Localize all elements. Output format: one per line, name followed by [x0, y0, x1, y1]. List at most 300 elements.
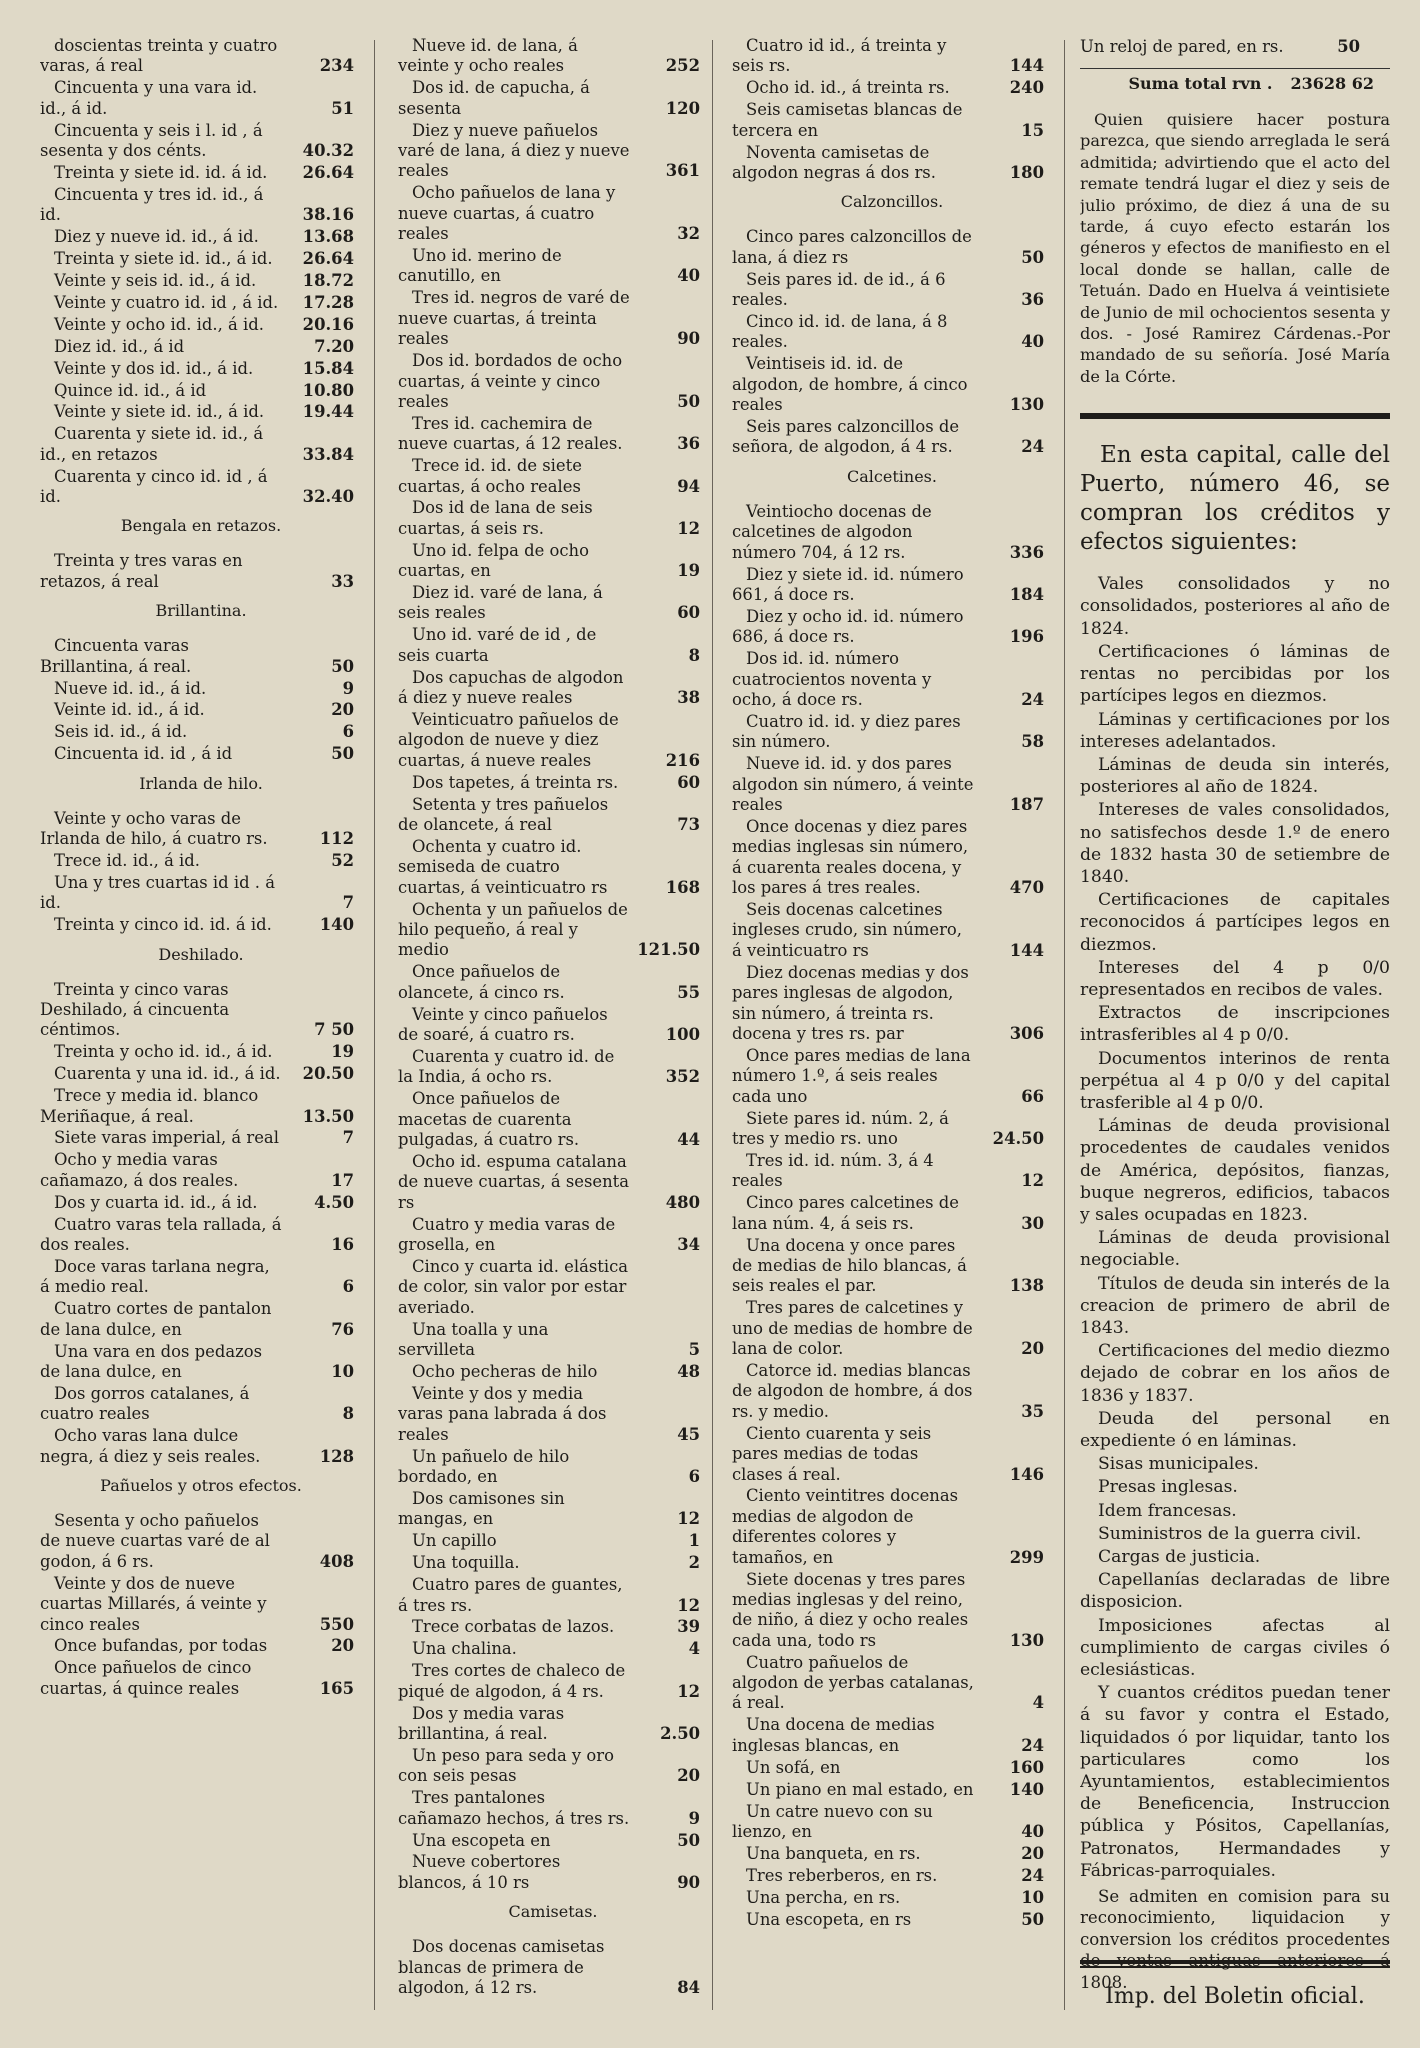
list-item [732, 78, 1052, 98]
item-value: 40 [1021, 1821, 1044, 1841]
item-text: Cuatro y media varas de grosella, en [398, 1214, 616, 1255]
list-item [40, 1511, 362, 1572]
list-item [732, 312, 1052, 353]
item-text: Setenta y tres pañuelos de olancete, á real [398, 794, 609, 835]
item-text: Diez y siete id. id. número 661, á doce rs. [732, 564, 964, 604]
item-text: Cinco pares calzoncillos de lana, á diez rs [732, 227, 972, 267]
list-item [40, 873, 362, 914]
item-value: 12 [677, 518, 700, 538]
item-text: Un piano en mal estado, en [746, 1779, 974, 1799]
item-text: Veintiseis id. id. de algodon, de hombre, á cinco reales [732, 354, 968, 415]
column-rule [712, 40, 713, 2010]
item-value: 40 [677, 266, 700, 286]
item-text: Ocho varas lana dulce negra, á diez y seis reales. [40, 1426, 261, 1466]
item-text: Cinco pares calcetines de lana núm. 4, á seis rs. [732, 1193, 959, 1233]
item-text: Un reloj de pared, en rs. [1080, 37, 1284, 56]
closing-notice: Se admiten en comision para su reconocimiento, liquidacion y conversion los créditos procedentes 1808. [1080, 1887, 1390, 1992]
list-item [398, 1489, 708, 1530]
list-item [40, 227, 362, 247]
item-text: Treinta y ocho id. id., á id. [54, 1042, 273, 1062]
item-text: Uno id. felpa de ocho cuartas, en [398, 540, 589, 581]
item-text: Un catre nuevo con su lienzo, en [732, 1801, 933, 1841]
item-value: 24 [1021, 437, 1044, 457]
item-text: Cuatro id id., á treinta y seis rs. [732, 36, 947, 76]
item-text: Sesenta y ocho pañuelos de nueve cuartas varé de al godon, á 6 rs. [40, 1510, 270, 1571]
list-item [40, 636, 362, 677]
list-item [398, 1384, 708, 1445]
item-text: Una y tres cuartas id id . á id. [40, 872, 275, 913]
list-item: Extractos de inscripciones intrasferibles al 4 p 0/0. [1080, 1003, 1390, 1046]
list-item [398, 1661, 708, 1702]
list-item [732, 1910, 1052, 1930]
item-value: 100 [665, 1025, 700, 1045]
item-text: Seis pares id. de id., á 6 reales. [732, 269, 946, 310]
item-value: 160 [1009, 1757, 1044, 1777]
list-item [398, 414, 708, 455]
item-value: 138 [1009, 1276, 1044, 1296]
list-item [732, 1802, 1052, 1843]
item-value: 32 [677, 224, 700, 244]
list-item [40, 679, 362, 699]
list-item [398, 1320, 708, 1361]
item-text: Un peso para seda y oro con seis pesas [398, 1745, 614, 1786]
item-value: 52 [331, 851, 354, 870]
item-text: Cuarenta y siete id. id., á id., en retazos [40, 424, 264, 464]
list-item [398, 36, 708, 77]
item-value: 4 [1032, 1693, 1044, 1713]
inventory-list [40, 1511, 362, 1699]
list-item [398, 121, 708, 182]
column-rule [374, 40, 375, 2010]
list-item [732, 900, 1052, 961]
inventory-list [732, 36, 1052, 183]
item-value: 18.72 [302, 270, 354, 290]
item-text: Veinte id. id., á id. [54, 700, 205, 720]
item-text: Ciento cuarenta y seis pares medias de todas clases á real. [732, 1423, 932, 1484]
item-text: Ocho id. id., á treinta rs. [746, 78, 950, 98]
list-item [398, 1531, 708, 1551]
item-text: Una banqueta, en rs. [746, 1843, 921, 1863]
item-text: Cuatro pañuelos de algodon de yerbas catalanas, á real. [732, 1652, 974, 1713]
list-item: Suministros de la guerra civil. [1098, 1523, 1362, 1544]
item-text: Veinte y cinco pañuelos de soaré, á cuatro rs. [398, 1004, 608, 1045]
item-value: 408 [319, 1551, 354, 1571]
item-value: 15.84 [302, 358, 354, 378]
list-item [398, 962, 708, 1003]
item-text: Cincuenta y tres id. id., á id. [40, 184, 264, 225]
sum-value: 23628 62 [1290, 74, 1374, 93]
item-value: 12 [677, 1509, 700, 1529]
item-value: 2.50 [660, 1724, 700, 1743]
item-value: 33.84 [302, 444, 354, 464]
item-text: Dos camisones sin mangas, en [398, 1489, 565, 1529]
item-text: Una chalina. [412, 1639, 517, 1659]
list-item [398, 1852, 708, 1893]
item-value: 4 [688, 1639, 700, 1659]
list-item: Vales consolidados y no consolidados, posteriores al año de 1824. [1080, 574, 1390, 639]
list-item [40, 1193, 362, 1213]
item-value: 6 [342, 722, 354, 742]
section-heading-irlanda: Irlanda de hilo. [139, 773, 263, 793]
item-text: Veinte y seis id. id., á id. [54, 270, 257, 290]
list-item [732, 1780, 1052, 1800]
list-item [40, 1342, 362, 1383]
item-text: Nueve id. id. y dos pares algodon sin número, á veinte reales [732, 754, 974, 814]
list-item [398, 668, 708, 709]
list-item: Intereses de vales consolidados, no satisfechos desde 1.º de enero de 1832 hasta 30 de setiembre de 1840. [1080, 800, 1390, 887]
item-text: Ocho y media varas cañamazo, á dos reales. [40, 1150, 239, 1190]
imprint-divider [1080, 1960, 1390, 1964]
list-item: Certificaciones de capitales reconocidos á partícipes legos en diezmos. [1080, 890, 1390, 955]
list-item [398, 900, 708, 961]
list-item [732, 1888, 1052, 1908]
item-value: 299 [1009, 1547, 1044, 1567]
item-value: 180 [1009, 162, 1044, 182]
item-text: Seis docenas calcetines ingleses crudo, sin número, á veinticuatro rs [732, 900, 963, 960]
item-value: 24 [1021, 1735, 1044, 1755]
list-item [398, 1089, 708, 1150]
list-item [398, 288, 708, 349]
list-item [398, 773, 708, 793]
item-text: Una escopeta en [412, 1830, 551, 1850]
item-value: 470 [1009, 878, 1044, 898]
item-text: Cincuenta y seis i l. id , á sesenta y dos cénts. [40, 120, 263, 161]
list-item [732, 1844, 1052, 1864]
list-item: Láminas y certificaciones por los intereses adelantados. [1080, 709, 1390, 752]
total-sum [1080, 68, 1390, 95]
section-heading-brillantina: Brillantina. [155, 601, 247, 621]
item-value: 55 [677, 982, 700, 1002]
list-item [40, 467, 362, 508]
item-value: 234 [319, 56, 354, 76]
item-value: 13.68 [302, 227, 354, 247]
item-value: 38.16 [302, 205, 354, 225]
item-value: 6 [342, 1277, 354, 1297]
list-item [40, 700, 362, 720]
item-text: Cuatro id. id. y diez pares sin número. [732, 711, 961, 752]
list-item [40, 36, 362, 77]
list-item [732, 100, 1052, 141]
item-text: Una docena de medias inglesas blancas, en [732, 1715, 935, 1755]
item-text: Dos id. de capucha, á sesenta [398, 78, 590, 118]
item-text: Dos tapetes, á treinta rs. [412, 772, 619, 792]
item-value: 352 [665, 1067, 700, 1087]
item-value: 40.32 [302, 141, 354, 161]
list-item [732, 1151, 1052, 1192]
item-text: Diez y nueve id. id., á id. [54, 227, 259, 247]
item-value: 5 [688, 1340, 700, 1360]
item-text: Uno id. varé de id , de seis cuarta [398, 625, 597, 665]
section-heading-camisetas: Camisetas. [508, 1902, 598, 1922]
item-value: 40 [1021, 332, 1044, 352]
item-text: Ocho id. espuma catalana de nueve cuartas, á sesenta rs [398, 1152, 630, 1212]
item-text: Ciento veintitres docenas medias de algodon de diferentes colores y tamaños, en [732, 1486, 959, 1567]
list-item [732, 1570, 1052, 1652]
item-text: Trece y media id. blanco Meriñaque, á real. [40, 1086, 259, 1126]
list-item [40, 424, 362, 465]
list-item [40, 163, 362, 183]
inventory-list [40, 551, 362, 592]
list-item: Idem francesas. [1098, 1500, 1237, 1521]
item-value: 26.64 [302, 162, 354, 182]
item-value: 144 [1009, 56, 1044, 76]
list-item [398, 625, 708, 666]
item-text: Diez y nueve pañuelos varé de lana, á diez y nueve reales [398, 120, 630, 181]
list-item [398, 837, 708, 898]
item-text: Siete docenas y tres pares medias inglesas y del reino, de niño, á diez y ocho reales cada una, todo rs [732, 1569, 969, 1650]
list-item: Intereses del 4 p 0/0 representados en recibos de vales. [1080, 957, 1390, 1000]
item-value: 24 [1021, 689, 1044, 709]
item-value: 33 [331, 571, 354, 591]
section-heading-calzoncillos: Calzoncillos. [840, 192, 944, 212]
item-value: 6 [688, 1467, 700, 1487]
list-item: Certificaciones del medio diezmo dejado de cobrar en los años de 1836 y 1837. [1080, 1341, 1390, 1406]
list-item [398, 710, 708, 771]
list-item [398, 1553, 708, 1573]
item-text: Cuarenta y una id. id., á id. [54, 1064, 281, 1084]
item-value: 306 [1009, 1023, 1044, 1043]
item-value: 24 [1021, 1865, 1044, 1885]
item-value: 73 [677, 815, 700, 835]
item-text: Una toalla y una servilleta [398, 1319, 549, 1360]
item-text: Tres id. negros de varé de nueve cuartas, á treinta reales [398, 288, 630, 349]
item-text: Cuatro cortes de pantalon de lana dulce, en [40, 1299, 272, 1339]
item-text: Nueve id. de lana, á veinte y ocho reales [398, 36, 578, 76]
column-2 [398, 36, 708, 2026]
list-item: Imposiciones afectas al cumplimiento de cargas civiles ó eclesiásticas. [1080, 1615, 1390, 1681]
item-text: Siete varas imperial, á real [54, 1128, 279, 1148]
item-text: Cuatro pares de guantes, á tres rs. [398, 1575, 623, 1615]
column-4 [1080, 36, 1390, 2026]
item-text: Veintiocho docenas de calcetines de algodon número 704, á 12 rs. [732, 501, 932, 562]
item-value: 140 [319, 915, 354, 935]
list-item [398, 1788, 708, 1829]
list-item [40, 121, 362, 162]
item-value: 20.50 [302, 1064, 354, 1084]
item-value: 187 [1009, 795, 1044, 814]
item-value: 9 [342, 678, 354, 698]
column-3 [732, 36, 1052, 2026]
list-item [40, 1384, 362, 1425]
list-item [40, 1064, 362, 1084]
item-value: 19 [331, 1042, 354, 1062]
item-text: Ochenta y un pañuelos de hilo pequeño, á real y medio [398, 899, 628, 960]
list-item: Y cuantos créditos puedan tener á su favor y contra el Estado, liquidados ó por liquidar, tanto los particulares como los Ayuntamientos, establecimientos de Beneficencia, Instruccion pública y Pósitos, Capellanías, Patronatos, Hermandades y Fábricas-parroquiales. [1080, 1683, 1390, 1881]
item-text: Cuarenta y cinco id. id , á id. [40, 466, 268, 507]
item-text: Diez id. varé de lana, á seis reales [398, 583, 603, 623]
item-value: 10 [1021, 1887, 1044, 1907]
list-item [40, 185, 362, 226]
list-item [732, 1193, 1052, 1234]
list-item: Deuda del personal en expediente ó en láminas. [1080, 1408, 1390, 1451]
item-value: 35 [1021, 1401, 1044, 1421]
item-text: doscientas treinta y cuatro varas, á real [40, 36, 278, 76]
item-text: Diez id. id., á id [54, 336, 185, 356]
list-item [40, 1426, 362, 1467]
item-text: Catorce id. medias blancas de algodon de hombre, á dos rs. y medio. [732, 1360, 973, 1421]
list-item [732, 354, 1052, 415]
list-item [398, 1362, 708, 1382]
list-item [40, 915, 362, 935]
list-item: Títulos de deuda sin interés de la creacion de primero de abril de 1843. [1080, 1273, 1390, 1338]
imprint-block [1080, 1960, 1390, 2009]
list-item [40, 1299, 362, 1340]
list-item [732, 649, 1052, 710]
item-text: Veinte y ocho id. id., á id. [54, 314, 264, 334]
list-item [40, 1636, 362, 1656]
item-text: Cuatro varas tela rallada, á dos reales. [40, 1214, 282, 1254]
item-value: 550 [319, 1614, 354, 1634]
item-value: 12 [1021, 1171, 1044, 1191]
item-text: Veinte y dos id. id., á id. [54, 358, 254, 378]
inventory-list [40, 809, 362, 936]
list-item [40, 1128, 362, 1148]
item-text: Once docenas y diez pares medias inglesas sin número, á cuarenta reales docena, y los pares á tres reales. [732, 816, 969, 898]
item-value: 9 [688, 1808, 700, 1828]
sum-label: Suma total rvn . [1128, 74, 1273, 93]
section-divider [1080, 413, 1390, 419]
item-value: 38 [677, 688, 700, 708]
item-text: Cinco id. id. de lana, á 8 reales. [732, 311, 948, 352]
list-item [732, 1046, 1052, 1107]
item-value: 66 [1021, 1086, 1044, 1106]
item-value: 19 [677, 561, 700, 581]
item-value: 112 [319, 829, 354, 849]
first-item [1080, 36, 1390, 58]
item-value: 130 [1009, 1630, 1044, 1650]
item-text: Trece corbatas de lazos. [412, 1617, 615, 1637]
item-value: 8 [342, 1404, 354, 1424]
inventory-list [732, 227, 1052, 457]
item-value: 50 [677, 391, 700, 411]
item-value: 480 [665, 1192, 700, 1212]
item-value: 36 [1021, 290, 1044, 310]
item-value: 15 [1021, 120, 1044, 140]
item-value: 26.64 [302, 249, 354, 269]
item-value: 130 [1009, 395, 1044, 415]
item-value: 20 [331, 700, 354, 720]
item-text: Treinta y siete id. id., á id. [54, 249, 273, 269]
item-value: 216 [665, 750, 700, 770]
item-value: 39 [677, 1617, 700, 1637]
imprint-divider-thin [1080, 1966, 1390, 1968]
item-text: Dos gorros catalanes, á cuatro reales [40, 1383, 250, 1424]
list-item [40, 293, 362, 313]
list-item [732, 1866, 1052, 1886]
inventory-list [40, 636, 362, 764]
list-item [40, 1257, 362, 1298]
list-item [732, 1236, 1052, 1297]
list-item [732, 565, 1052, 606]
item-text: Trece id. id., á id. [54, 851, 201, 870]
item-text: Cincuenta y una vara id. id., á id. [40, 78, 258, 118]
list-item [398, 456, 708, 497]
list-item [398, 541, 708, 582]
list-item [732, 1715, 1052, 1756]
list-item [398, 1005, 708, 1046]
item-value: 17 [331, 1170, 354, 1190]
list-item [732, 36, 1052, 77]
item-value: 140 [1009, 1779, 1044, 1799]
list-item [40, 1215, 362, 1256]
item-text: Un sofá, en [746, 1757, 841, 1777]
inventory-list [40, 36, 362, 507]
list-item [40, 809, 362, 850]
list-item [732, 1653, 1052, 1714]
item-value: 76 [331, 1319, 354, 1339]
item-value: 128 [319, 1446, 354, 1466]
item-text: Treinta y tres varas en retazos, á real [40, 551, 243, 591]
list-item [398, 1704, 708, 1745]
item-text: Siete pares id. núm. 2, á tres y medio rs. uno [732, 1108, 949, 1148]
list-item [732, 1298, 1052, 1359]
credits-list [1080, 573, 1390, 1882]
item-text: Tres pantalones cañamazo hechos, á tres rs. [398, 1788, 630, 1828]
list-item [40, 1658, 362, 1699]
list-item [398, 498, 708, 539]
section-heading-deshilado: Deshilado. [158, 944, 244, 964]
item-text: Trece id. id. de siete cuartas, á ocho reales [398, 456, 582, 496]
list-item [398, 246, 708, 287]
item-value: 32.40 [302, 487, 354, 507]
list-item [398, 1257, 708, 1318]
item-text: Once pañuelos de olancete, á cinco rs. [398, 962, 565, 1002]
list-item [398, 351, 708, 412]
item-value: 30 [1021, 1213, 1044, 1233]
list-item [398, 1152, 708, 1213]
item-value: 144 [1009, 940, 1044, 960]
item-text: Once bufandas, por todas [54, 1636, 268, 1656]
item-text: Dos id. bordados de ocho cuartas, á veinte y cinco reales [398, 351, 623, 411]
list-item [40, 381, 362, 401]
list-item [398, 1047, 708, 1088]
list-item [40, 359, 362, 379]
inventory-list [40, 980, 362, 1467]
item-text: Treinta y cinco varas Deshilado, á cincuenta céntimos. [40, 979, 230, 1040]
item-value: 20 [1021, 1339, 1044, 1359]
list-item [732, 963, 1052, 1045]
list-item: Presas inglesas. [1098, 1477, 1238, 1498]
list-item [40, 337, 362, 357]
list-item: Láminas de deuda sin interés, posteriores al año de 1824. [1080, 754, 1390, 798]
item-text: Una toquilla. [412, 1553, 520, 1573]
item-value: 184 [1009, 584, 1044, 604]
item-text: Dos docenas camisetas blancas de primera de algodon, á 12 rs. [398, 1937, 605, 1998]
item-value: 165 [319, 1678, 354, 1698]
item-text: Una vara en dos pedazos de lana dulce, en [40, 1341, 263, 1381]
item-value: 50 [1337, 37, 1360, 56]
column-1 [40, 36, 362, 2026]
list-item [732, 143, 1052, 184]
item-value: 34 [677, 1235, 700, 1255]
list-item [40, 851, 362, 871]
column-rule [1064, 40, 1065, 2010]
list-item [40, 744, 362, 764]
item-text: Tres pares de calcetines y uno de medias de hombre de lana de color. [732, 1298, 973, 1359]
item-value: 94 [677, 476, 700, 496]
list-item [398, 1447, 708, 1488]
list-item [732, 502, 1052, 563]
inventory-list [398, 1937, 708, 1998]
item-text: Cincuenta id. id , á id [54, 744, 233, 764]
item-value: 240 [1009, 78, 1044, 98]
item-value: 50 [331, 656, 354, 676]
item-value: 20 [1021, 1843, 1044, 1863]
list-item [40, 1042, 362, 1062]
item-text: Un capillo [412, 1531, 497, 1551]
list-item [732, 227, 1052, 268]
item-value: 361 [665, 161, 700, 181]
